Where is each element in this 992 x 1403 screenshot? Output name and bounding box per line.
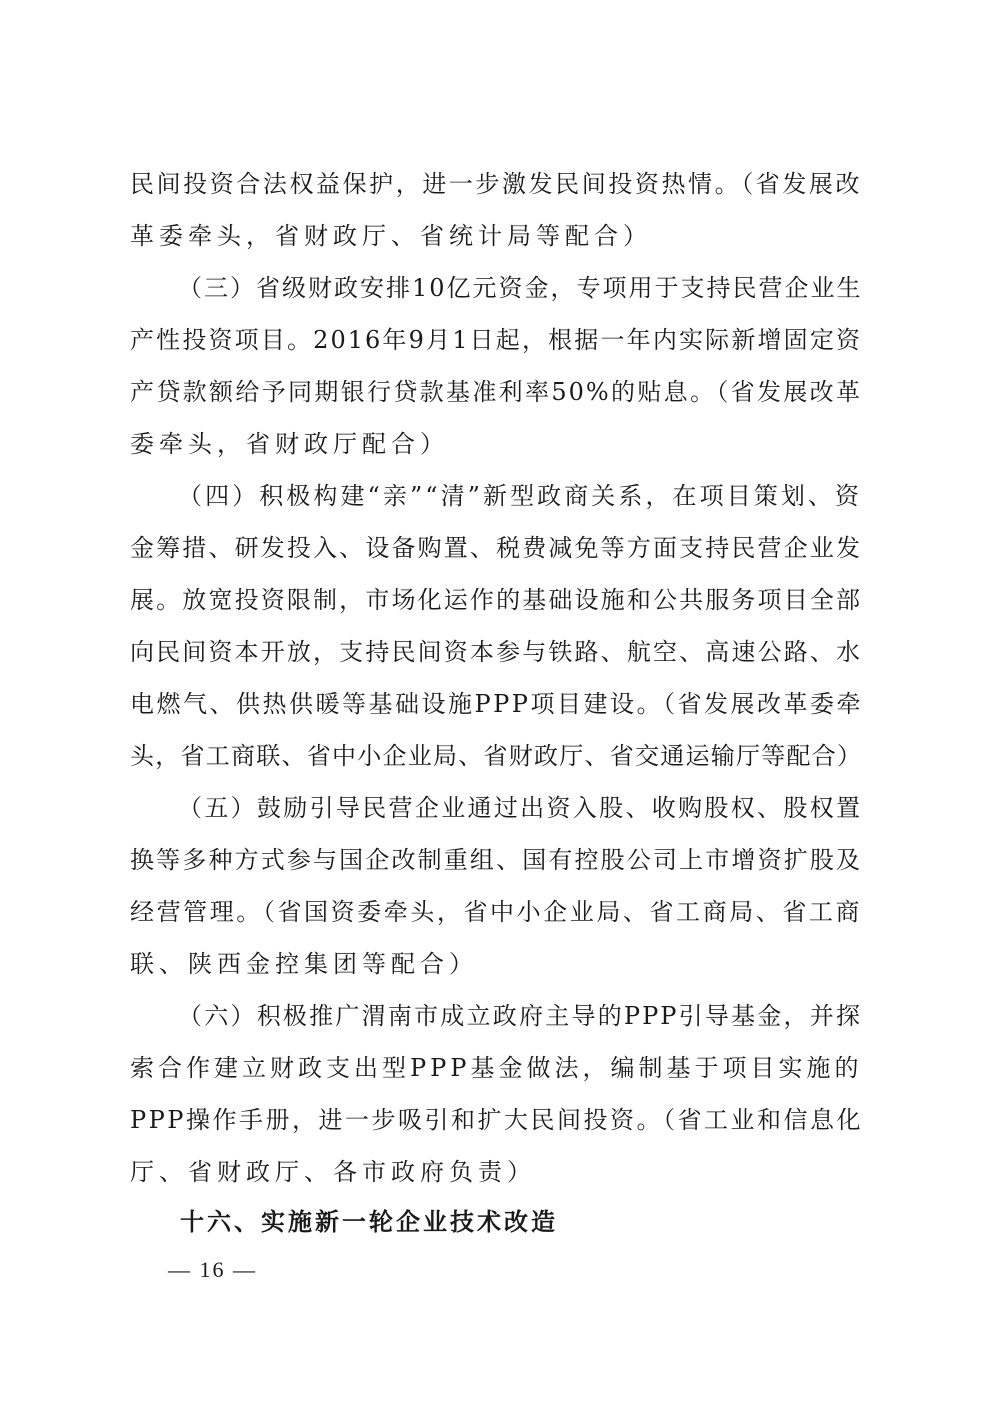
body-text-line: 厅、省财政厅、各市政府负责） bbox=[130, 1158, 536, 1186]
page-number: — 16 — bbox=[168, 1257, 257, 1282]
body-text-line: 民间投资合法权益保护，进一步激发民间投资热情。（省发展改 bbox=[130, 170, 862, 198]
body-text-line: 展。放宽投资限制，市场化运作的基础设施和公共服务项目全部 bbox=[130, 586, 862, 614]
body-text-line: 电燃气、供热供暖等基础设施PPP项目建设。（省发展改革委牵 bbox=[130, 690, 863, 718]
body-text-line: 委牵头，省财政厅配合） bbox=[130, 430, 449, 458]
paragraph-first-line: （五）鼓励引导民营企业通过出资入股、收购股权、股权置 bbox=[178, 794, 862, 822]
section-heading: 十六、实施新一轮企业技术改造 bbox=[180, 1208, 558, 1236]
body-text-line: 索合作建立财政支出型PPP基金做法，编制基于项目实施的 bbox=[130, 1054, 863, 1082]
body-text-line: 革委牵头，省财政厅、省统计局等配合） bbox=[130, 222, 652, 250]
body-text-line: 金筹措、研发投入、设备购置、税费减免等方面支持民营企业发 bbox=[130, 534, 862, 562]
body-text-line: 联、陕西金控集团等配合） bbox=[130, 950, 478, 978]
body-text-line: 产贷款额给予同期银行贷款基准利率50%的贴息。（省发展改革 bbox=[130, 378, 862, 406]
body-text-line: PPP操作手册，进一步吸引和扩大民间投资。（省工业和信息化 bbox=[130, 1106, 863, 1134]
body-text-line: 向民间资本开放，支持民间资本参与铁路、航空、高速公路、水 bbox=[130, 638, 862, 666]
paragraph-first-line: （四）积极构建“亲”“清”新型政商关系，在项目策划、资 bbox=[178, 482, 862, 510]
body-text-line: 换等多种方式参与国企改制重组、国有控股公司上市增资扩股及 bbox=[130, 846, 862, 874]
paragraph-first-line: （三）省级财政安排10亿元资金，专项用于支持民营企业生 bbox=[178, 274, 863, 302]
body-text-line: 产性投资项目。2016年9月1日起，根据一年内实际新增固定资 bbox=[130, 326, 862, 354]
body-text-line: 经营管理。（省国资委牵头，省中小企业局、省工商局、省工商 bbox=[130, 898, 862, 926]
paragraph-first-line: （六）积极推广渭南市成立政府主导的PPP引导基金，并探 bbox=[178, 1002, 862, 1030]
body-text-line: 头，省工商联、省中小企业局、省财政厅、省交通运输厅等配合） bbox=[130, 742, 862, 770]
